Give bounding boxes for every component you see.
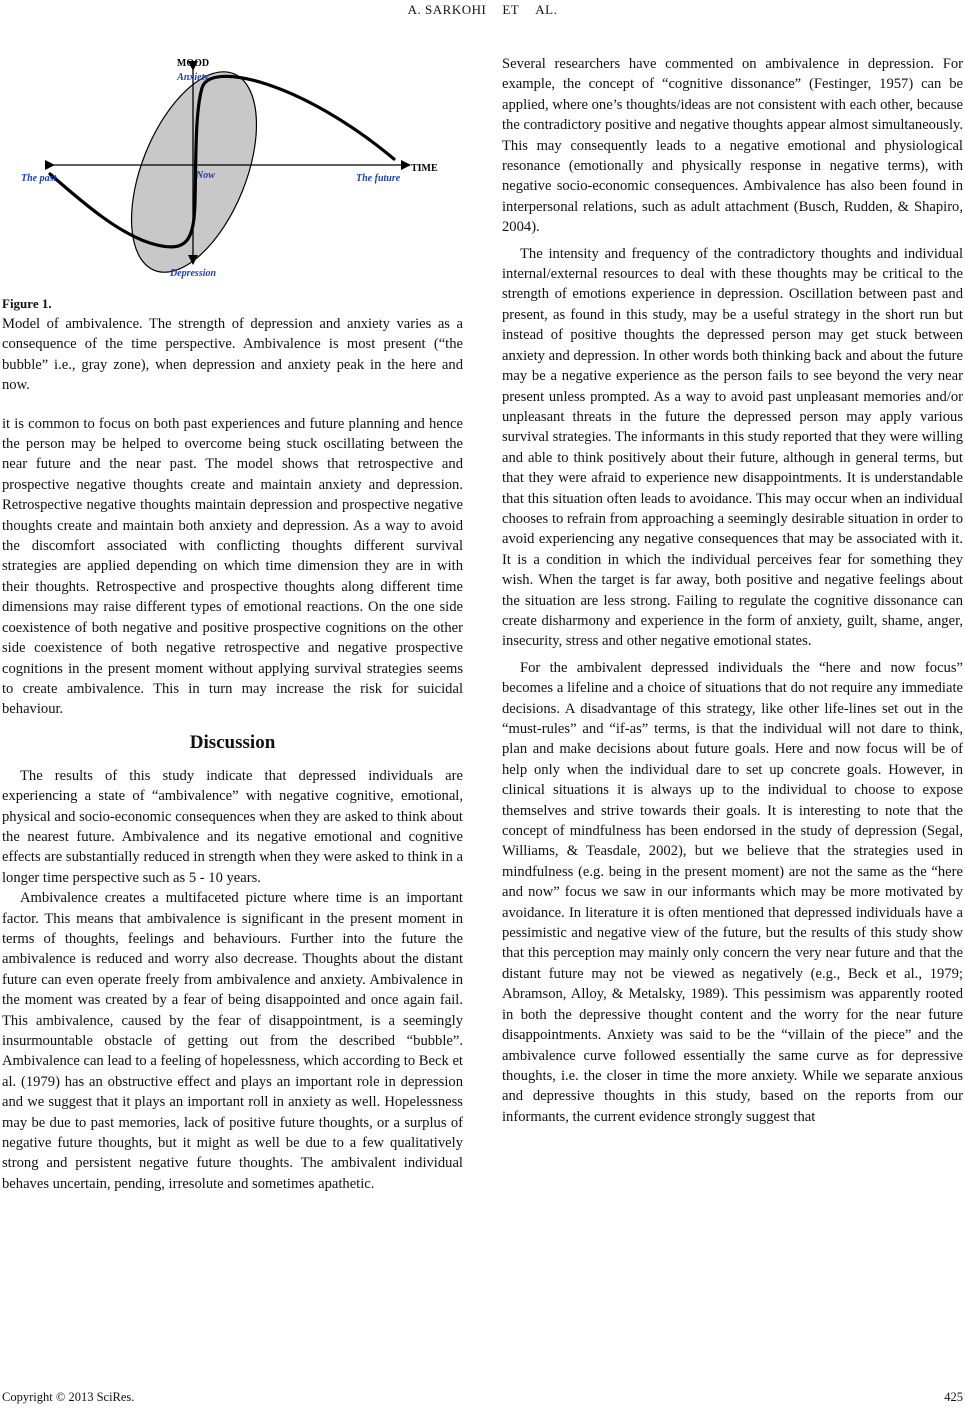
header-et: ET (502, 2, 520, 17)
label-mood: MOOD (176, 58, 210, 69)
figure-1 (2, 52, 463, 292)
label-anxiety: Anxiety (177, 72, 209, 83)
left-paragraph-1: it is common to focus on both past experiences and future planning and hence the person may be helped to overcome being stuck oscillating between the near future and the near past. The model shows that retrospective and prospective negative thoughts create and maintain anxiety and depression. Retrospective negative thoughts maintain depression and prospective negative thoughts create and maintain both anxiety and depression. As a way to avoid the discomfort associated with conflicting thoughts different survival strategies are applied depending on which time dimension they are in with their thoughts. Retrospective and prospective thoughts along different time dimensions may raise different types of emotional reactions. On the one side coexistence of both negative and positive prospective cognitions on the other side coexistence of both negative retrospective and negative prospective cognitions in the present moment without applying survival strategies seems to create ambivalence. This in turn may increase the risk for suicidal behaviour. (2, 415, 463, 718)
left-paragraph-3: Ambivalence creates a multifaceted picture where time is an important factor. This means that ambivalence is significant in the present moment in terms of thoughts, feelings and behaviours. Further into the future the ambivalence is reduced and worry also decrease. Thoughts about the distant future can even operate freely from ambivalence and anxiety. Ambivalence in the moment was created by a fear of being disappointed and once again fail. This ambivalence, caused by the fear of disappointment, is a seemingly insurmountable obstacle of getting out from the described “bubble”. Ambivalence can lead to a feeling of hopelessness, which according to Beck et al. (1979) has an obstructive effect and plays an important role in depression and we suggest that it plays an important roll in anxiety as well. Hopelessness may be due to past memories, lack of positive future thoughts, or a surplus of negative future thoughts, but it might as well be due to a few qualitatively strong and persistent negative future thoughts. The ambivalent individual behaves uncertain, pending, irresolute and sometimes apathetic. (2, 890, 463, 1192)
page-number: 425 (944, 1390, 963, 1404)
page-footer (2, 1390, 963, 1408)
right-paragraph-3: For the ambivalent depressed individuals the “here and now focus” becomes a lifeline and a choice of situations that do not require any immediate decisions. A disadvantage of this strategy, like other life-lines set out in the “must-rules” and “if-as” terms, is that the individual will not dare to think, plan and make decisions about future goals. Here and now focus will be of help only when the individual dare to set up concrete goals. However, in clinical situations it is always up to the individual to choose to expose themselves and strive towards their goals. It is interesting to note that the concept of mindfulness has been endorsed in the study of depression (Segal, Williams, & Teasdale, 2002), but we believe that the strategies used in mindfulness (e.g. being in the present moment) are not the same as the “here and now” focus we saw in our informants which may be more motivated by avoidance. In literature it is often mentioned that depressed individuals have a pessimistic and negative view of the future, but the results of this study show that this perception may mainly only concern the very near future and that the distant future may not be viewed as negatively (e.g., Beck et al., 1979; Abramson, Alloy, & Metalsky, 1989). This pessimism was apparently rooted in both the depressive thought content and the worry for the near future disappointments. Anxiety was said to be the “villain of the piece” and the ambivalence curve followed essentially the same curve as for depressive thoughts, i.e. the closer in time the more anxiety. While we separate anxious and depressive thoughts in this study, based on the reports from our informants, the current evidence strongly suggest that (502, 659, 963, 1125)
header-al: AL. (535, 2, 558, 17)
figure-label: Figure 1. (2, 296, 52, 311)
label-past: The past (21, 173, 57, 184)
left-paragraph-2: The results of this study indicate that depressed individuals are experiencing a state of “ambivalence” with negative cognitive, emotional, physical and socio-economic consequences when they are asked to think about the nearest future. Ambivalence and its negative emotional and cognitive effects are substantially reduced in strength when they were asked to think in a longer time perspective such as 5 - 10 years. (2, 767, 463, 886)
label-time: TIME (411, 163, 438, 174)
ambivalence-diagram (2, 52, 463, 292)
running-header (0, 0, 965, 22)
right-column (502, 52, 963, 1127)
label-future: The future (356, 173, 401, 184)
label-depression: Depression (169, 268, 217, 279)
right-paragraph-2: The intensity and frequency of the contradictory thoughts and individual internal/external resources to deal with these thoughts may be critical to the strength of emotions experience in depression. Oscillation between past and present, as found in this study, may be a useful strategy in the short run but instead of positive thoughts the depressed person may get stuck between anxiety and depression. In other words both thinking back and about the future may be a negative experience as the person fails to see beyond the very near present unless prompted. As a way to avoid past unpleasant memories and/or unpleasant threats in the future the depressed person may apply various survival strategies. The informants in this study reported that they were willing and able to think positively about their future, although in general terms, but that they were afraid to experience new disappointments. It is understandable that this situation often leads to avoidance. This may occur when an individual chooses to refrain from approaching a seemingly desirable situation in order to avoid experiencing any negative consequences that may be associated with it. It is a condition in which the individual perceives fear for something they wish. When the target is far away, both positive and negative feelings about the situation are less strong. Failing to regulate the cognitive dissonance can create disharmony and experience in the form of anxiety, guilt, shame, anger, insecurity, stress and other negative emotional states. (502, 245, 963, 650)
header-author: A. SARKOHI (407, 2, 487, 17)
copyright-notice: Copyright © 2013 SciRes. (2, 1390, 135, 1404)
label-now: Now (196, 170, 215, 181)
figure-caption: Model of ambivalence. The strength of depression and anxiety varies as a consequence of the time perspective. Ambivalence is most present (“the bubble” i.e., gray zone), when depression and anxiety peak in the here and now. (2, 316, 463, 394)
left-column (2, 52, 463, 1194)
section-heading-discussion: Discussion (189, 731, 276, 753)
right-paragraph-1: Several researchers have commented on ambivalence in depression. For example, the concept of “cognitive dissonance” (Festinger, 1957) can be applied, where one’s thoughts/ideas are not consistent with each other, because the contradictory positive and negative thoughts appear almost simultaneously. This may consequently leads to a negative emotional and physiological resonance (emotionally and physically response in negative terms), with negative socio-economic consequences. Ambivalence has also been found in interpersonal relations, such as adult attachment (Busch, Rudden, & Shapiro, 2004). (502, 56, 963, 236)
